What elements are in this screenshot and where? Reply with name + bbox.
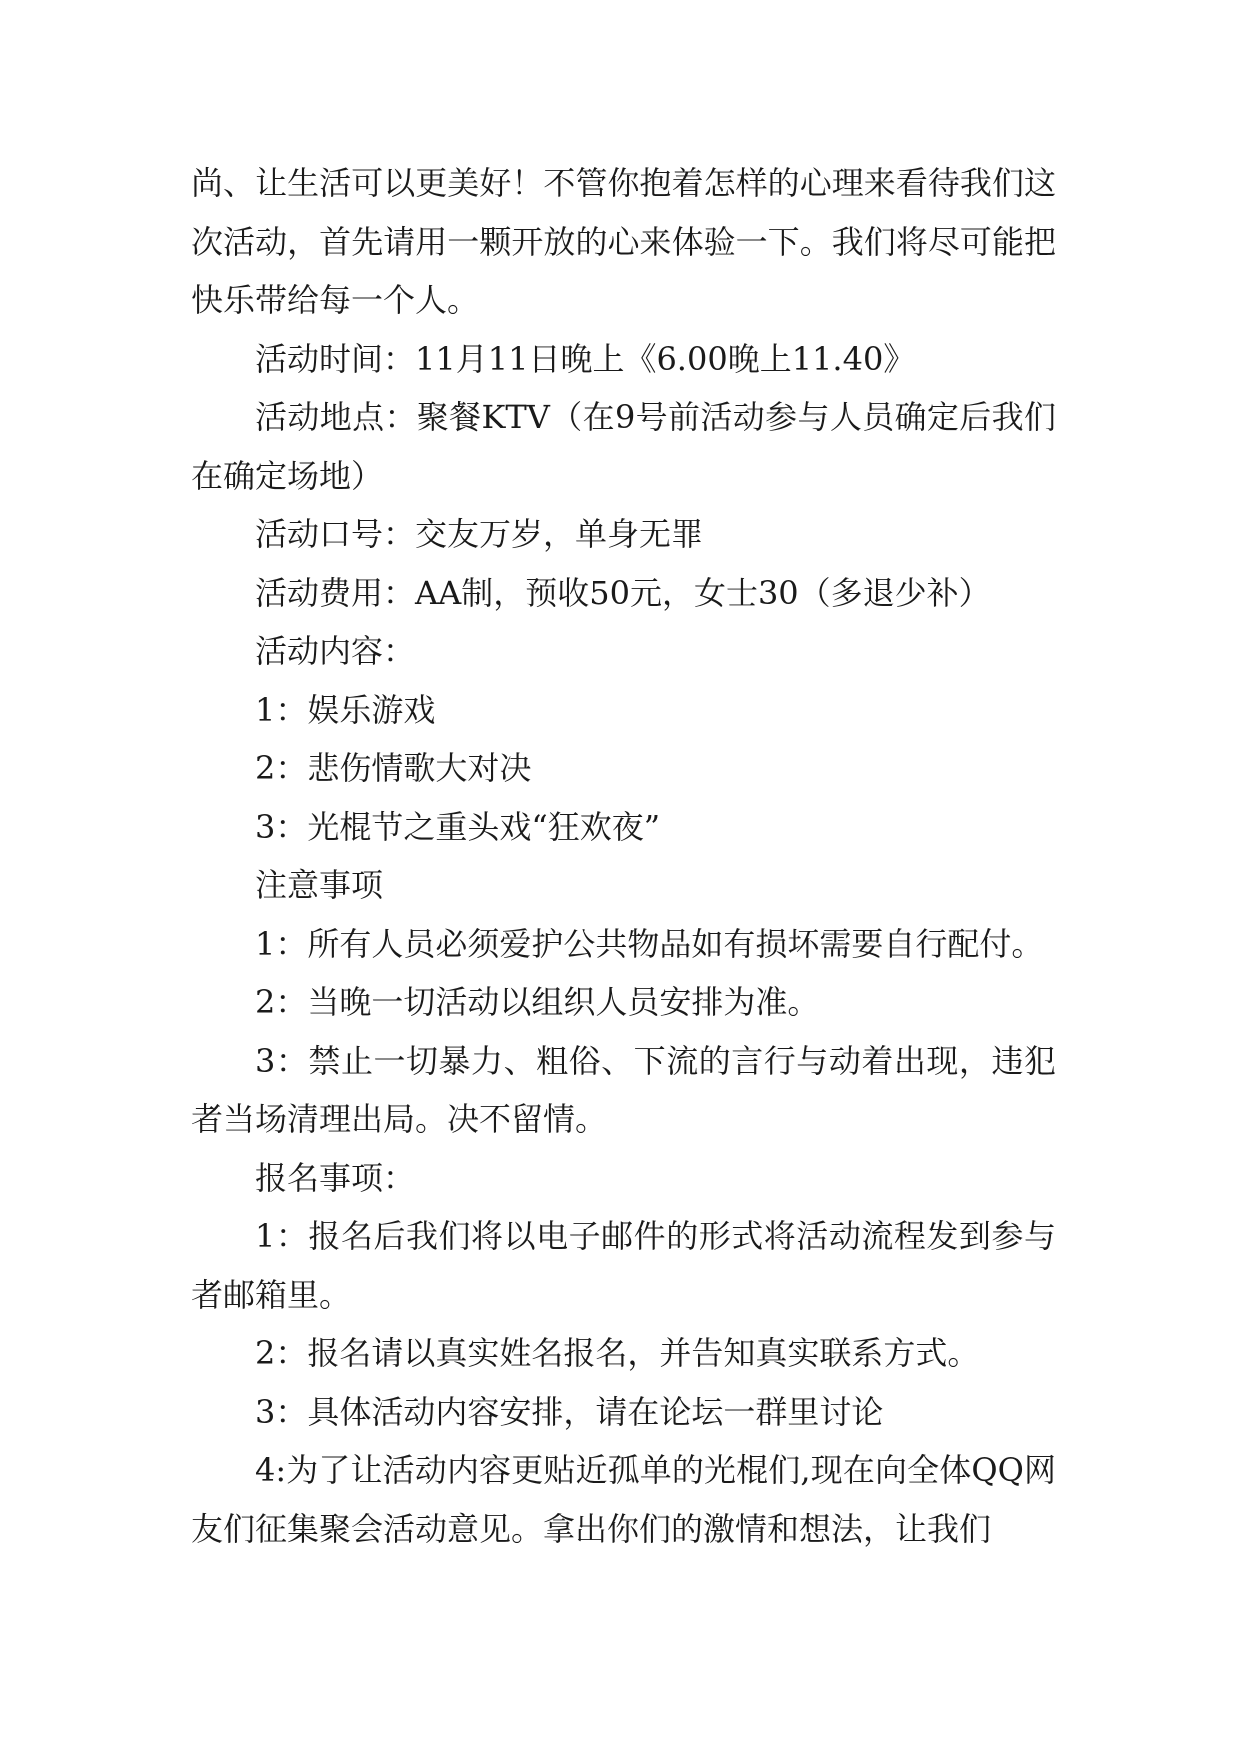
heading-registration: 报名事项： <box>255 1158 416 1197</box>
list-item-registration-4: 4:为了让活动内容更贴近孤单的光棍们,现在向全体QQ网友们征集聚会活动意见。拿出你们的激情和想法，让我们 <box>191 1451 1056 1548</box>
list-item-registration-3: 3：具体活动内容安排，请在论坛一群里讨论 <box>255 1392 884 1431</box>
heading-notes: 注意事项 <box>255 866 384 904</box>
paragraph-intro-continuation: 尚、让生活可以更美好！不管你抱着怎样的心理来看待我们这次活动，首先请用一颗开放的心来体验一下。我们将尽可能把快乐带给每一个人。 <box>191 164 1056 319</box>
paragraph-activity-fee: 活动费用：AA制，预收50元，女士30（多退少补） <box>255 573 991 612</box>
list-item-registration-1: 1：报名后我们将以电子邮件的形式将活动流程发到参与者邮箱里。 <box>191 1217 1056 1314</box>
document-body <box>191 154 1056 1558</box>
paragraph-activity-location: 活动地点：聚餐KTV（在9号前活动参与人员确定后我们在确定场地） <box>191 398 1056 495</box>
heading-activity-content: 活动内容： <box>255 632 416 670</box>
paragraph-activity-time: 活动时间：11月11日晚上《6.00晚上11.40》 <box>255 339 916 378</box>
list-item-note-3: 3：禁止一切暴力、粗俗、下流的言行与动着出现，违犯者当场清理出局。决不留情。 <box>191 1041 1056 1138</box>
list-item-content-3: 3：光棍节之重头戏“狂欢夜” <box>255 807 661 846</box>
list-item-content-1: 1：娱乐游戏 <box>255 690 436 729</box>
list-item-registration-2: 2：报名请以真实姓名报名，并告知真实联系方式。 <box>255 1334 980 1372</box>
list-item-note-1: 1：所有人员必须爱护公共物品如有损坏需要自行配付。 <box>255 924 1044 963</box>
paragraph-activity-slogan: 活动口号：交友万岁，单身无罪 <box>255 515 704 553</box>
list-item-note-2: 2：当晚一切活动以组织人员安排为准。 <box>255 983 820 1021</box>
list-item-content-2: 2：悲伤情歌大对决 <box>255 749 532 787</box>
